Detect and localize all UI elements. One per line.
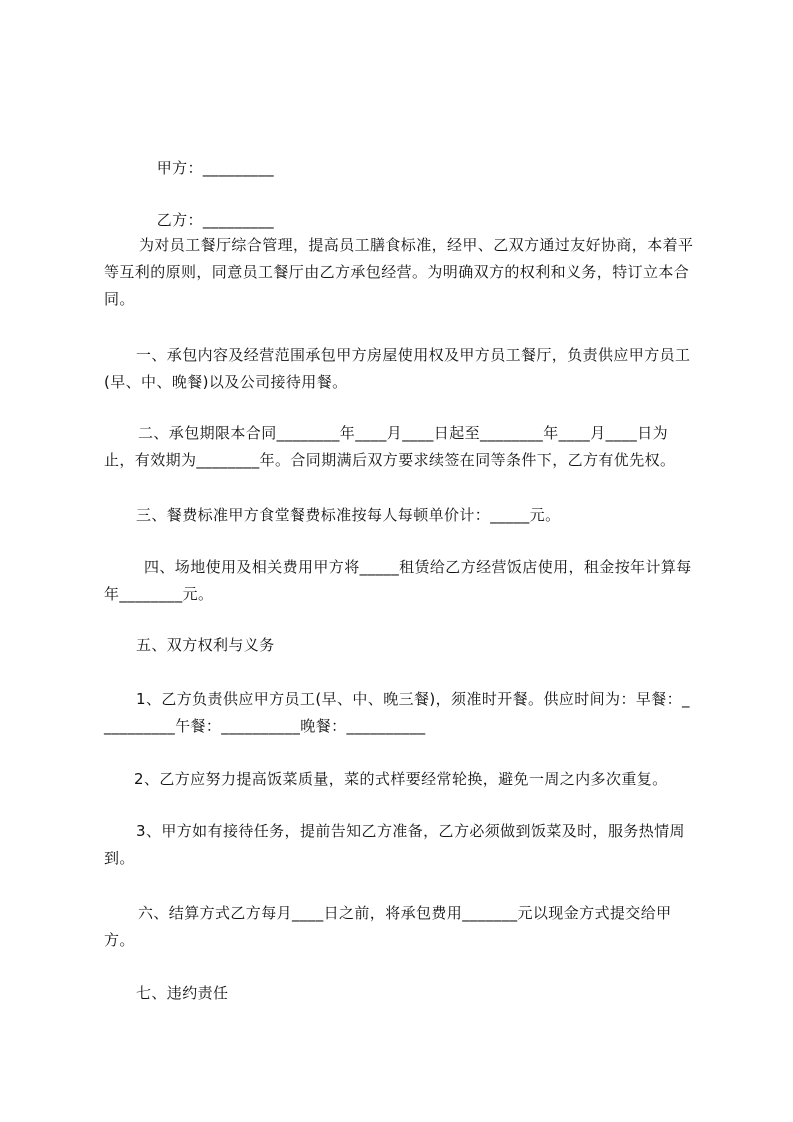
clause-5-heading: 五、双方权利与义务 — [136, 636, 275, 654]
clause-4-paragraph: 四、场地使用及相关费用甲方将_____租赁给乙方经营饭店使用，租金按年计算每年________元。 — [104, 558, 692, 603]
clause-5-2-paragraph: 2、乙方应努力提高饭菜质量，菜的式样要经常轮换，避免一周之内多次重复。 — [134, 770, 668, 788]
clause-3-paragraph: 三、餐费标准甲方食堂餐费标准按每人每顿单价计：_____元。 — [136, 506, 561, 524]
clause-6-paragraph: 六、结算方式乙方每月____日之前，将承包费用_______元以现金方式提交给甲方。 — [104, 904, 672, 949]
intro-paragraph: 为对员工餐厅综合管理，提高员工膳食标准，经甲、乙双方通过友好协商，本着平等互利的原则，同意员工餐厅由乙方承包经营。为明确双方的权利和义务，特订立本合同。 — [104, 236, 694, 308]
party-a-text: 甲方：_________ — [156, 159, 274, 177]
clause-2-paragraph: 二、承包期限本合同________年____月____日起至________年____月____日为止，有效期为________年。合同期满后双方要求续签在同等条件下，乙方有优先权。 — [104, 424, 676, 469]
clause-5-1-paragraph: 1、乙方负责供应甲方员工(早、中、晚三餐)，须准时开餐。供应时间为：早餐：__________午餐：__________晚餐：__________ — [104, 690, 690, 735]
party-b-text: 乙方：_________ — [156, 211, 274, 229]
clause-5-3-paragraph: 3、甲方如有接待任务，提前告知乙方准备，乙方必须做到饭菜及时，服务热情周到。 — [104, 822, 685, 867]
clause-7-heading: 七、违约责任 — [136, 984, 229, 1002]
clause-1-paragraph: 一、承包内容及经营范围承包甲方房屋使用权及甲方员工餐厅，负责供应甲方员工(早、中、晚餐)以及公司接待用餐。 — [104, 346, 691, 391]
